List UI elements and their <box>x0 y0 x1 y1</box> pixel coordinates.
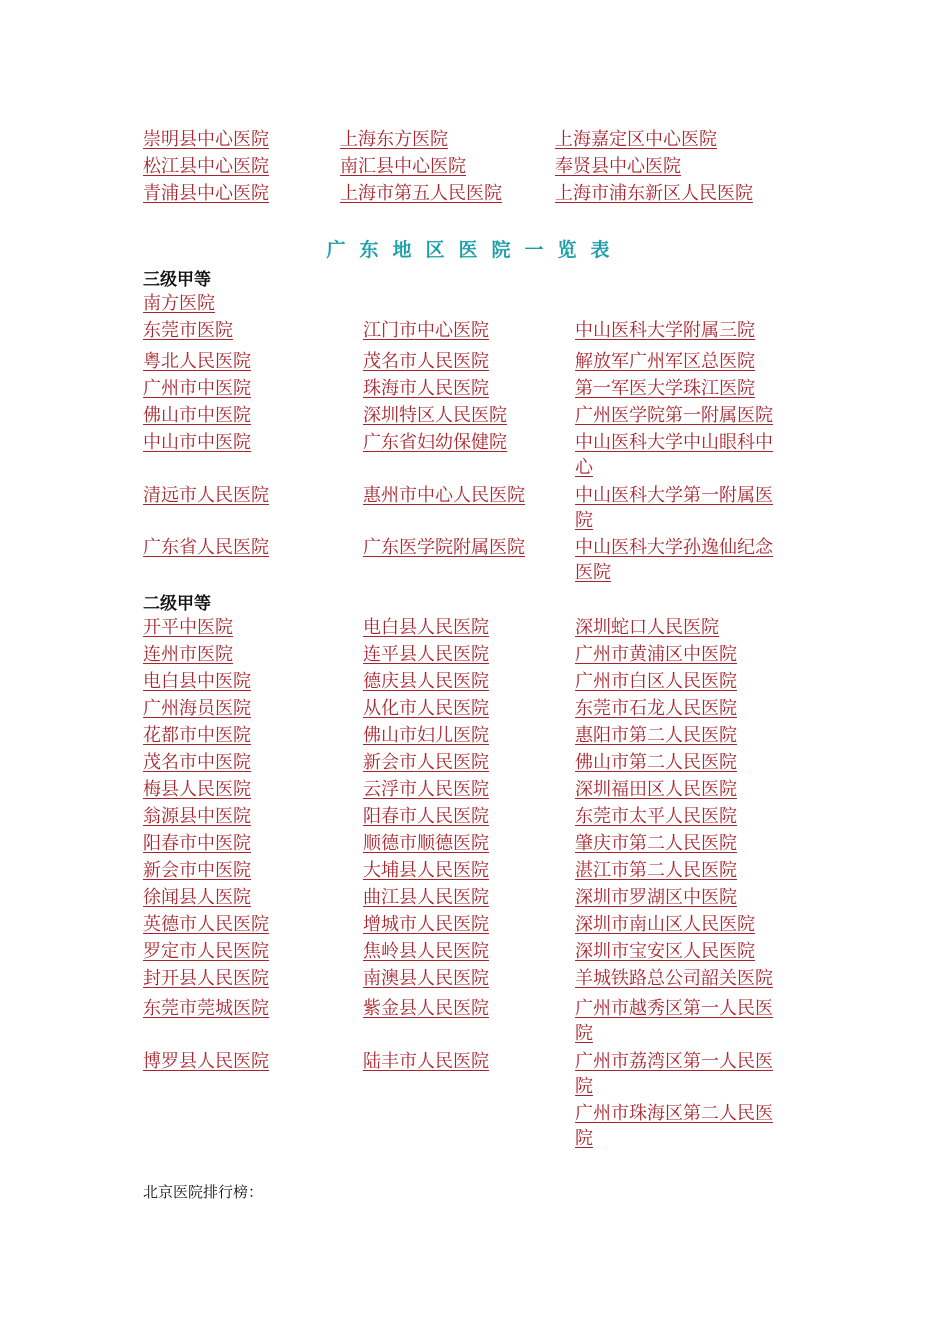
table-row <box>143 430 790 480</box>
hospital-link[interactable]: 从化市人民医院 <box>363 698 489 719</box>
table-row <box>143 181 785 206</box>
hospital-link[interactable]: 阳春市人民医院 <box>363 806 489 827</box>
table-row <box>143 642 790 667</box>
hospital-link[interactable]: 深圳市宝安区人民医院 <box>575 941 755 962</box>
hospital-link[interactable]: 中山医科大学第一附属医院 <box>575 485 773 531</box>
hospital-link[interactable]: 清远市人民医院 <box>143 485 269 506</box>
hospital-link[interactable]: 英德市人民医院 <box>143 914 269 935</box>
hospital-link[interactable]: 南方医院 <box>143 293 215 314</box>
hospital-link[interactable]: 上海嘉定区中心医院 <box>555 129 717 150</box>
hospital-link[interactable]: 崇明县中心医院 <box>143 129 269 150</box>
table-row <box>143 154 785 179</box>
hospital-link[interactable]: 珠海市人民医院 <box>363 378 489 399</box>
hospital-link[interactable]: 陆丰市人民医院 <box>363 1051 489 1072</box>
table-row <box>143 127 785 152</box>
hospital-link[interactable]: 开平中医院 <box>143 617 233 638</box>
hospital-link[interactable]: 第一军医大学珠江医院 <box>575 378 755 399</box>
hospital-link[interactable]: 新会市中医院 <box>143 860 251 881</box>
hospital-link[interactable]: 电白县中医院 <box>143 671 251 692</box>
hospital-link[interactable]: 广州市荔湾区第一人民医院 <box>575 1051 773 1097</box>
table-row <box>143 669 790 694</box>
table-row <box>143 750 790 775</box>
hospital-link[interactable]: 佛山市第二人民医院 <box>575 752 737 773</box>
hospital-link[interactable]: 惠阳市第二人民医院 <box>575 725 737 746</box>
hospital-link[interactable]: 东莞市莞城医院 <box>143 998 269 1019</box>
hospital-link[interactable]: 花都市中医院 <box>143 725 251 746</box>
hospital-link[interactable]: 奉贤县中心医院 <box>555 156 681 177</box>
table-row <box>143 291 363 316</box>
hospital-link[interactable]: 松江县中心医院 <box>143 156 269 177</box>
hospital-link[interactable]: 广东省人民医院 <box>143 537 269 558</box>
hospital-link[interactable]: 湛江市第二人民医院 <box>575 860 737 881</box>
hospital-link[interactable]: 曲江县人民医院 <box>363 887 489 908</box>
table-row <box>143 804 790 829</box>
hospital-link[interactable]: 深圳特区人民医院 <box>363 405 507 426</box>
hospital-link[interactable]: 连州市医院 <box>143 644 233 665</box>
hospital-link[interactable]: 羊城铁路总公司韶关医院 <box>575 968 773 989</box>
hospital-link[interactable]: 肇庆市第二人民医院 <box>575 833 737 854</box>
hospital-link[interactable]: 焦岭县人民医院 <box>363 941 489 962</box>
hospital-link[interactable]: 罗定市人民医院 <box>143 941 269 962</box>
hospital-link[interactable]: 广州市黄浦区中医院 <box>575 644 737 665</box>
tier3-label: 三级甲等 <box>143 270 211 290</box>
table-row <box>143 615 790 640</box>
hospital-link[interactable]: 深圳市南山区人民医院 <box>575 914 755 935</box>
hospital-link[interactable]: 东莞市太平人民医院 <box>575 806 737 827</box>
hospital-link[interactable]: 中山医科大学孙逸仙纪念医院 <box>575 537 773 583</box>
hospital-link[interactable]: 茂名市人民医院 <box>363 351 489 372</box>
hospital-link[interactable]: 梅县人民医院 <box>143 779 251 800</box>
hospital-link <box>363 1101 575 1151</box>
table-row <box>143 1049 790 1099</box>
hospital-link[interactable]: 惠州市中心人民医院 <box>363 485 525 506</box>
hospital-link[interactable]: 南澳县人民医院 <box>363 968 489 989</box>
hospital-link[interactable]: 佛山市中医院 <box>143 405 251 426</box>
table-row <box>143 831 790 856</box>
hospital-link[interactable]: 紫金县人民医院 <box>363 998 489 1019</box>
hospital-link[interactable]: 东莞市石龙人民医院 <box>575 698 737 719</box>
hospital-link[interactable]: 云浮市人民医院 <box>363 779 489 800</box>
table-row <box>143 912 790 937</box>
hospital-link[interactable]: 中山医科大学中山眼科中心 <box>575 432 773 478</box>
hospital-link[interactable]: 电白县人民医院 <box>363 617 489 638</box>
hospital-link[interactable]: 解放军广州军区总医院 <box>575 351 755 372</box>
table-row <box>143 403 790 428</box>
hospital-link[interactable]: 上海市浦东新区人民医院 <box>555 183 753 204</box>
hospital-link[interactable]: 深圳蛇口人民医院 <box>575 617 719 638</box>
hospital-link[interactable]: 青浦县中心医院 <box>143 183 269 204</box>
hospital-link[interactable]: 茂名市中医院 <box>143 752 251 773</box>
hospital-link[interactable]: 中山市中医院 <box>143 432 251 453</box>
hospital-link[interactable]: 阳春市中医院 <box>143 833 251 854</box>
hospital-link[interactable]: 东莞市医院 <box>143 320 233 341</box>
hospital-link[interactable]: 增城市人民医院 <box>363 914 489 935</box>
table-row <box>143 858 790 883</box>
hospital-link[interactable]: 博罗县人民医院 <box>143 1051 269 1072</box>
hospital-link[interactable]: 大埔县人民医院 <box>363 860 489 881</box>
hospital-link[interactable]: 粤北人民医院 <box>143 351 251 372</box>
section-heading: 广东地区医院一览表 <box>326 239 624 261</box>
tier2-label: 二级甲等 <box>143 594 211 614</box>
hospital-link[interactable]: 上海东方医院 <box>340 129 448 150</box>
hospital-link[interactable]: 德庆县人民医院 <box>363 671 489 692</box>
table-row <box>143 535 790 585</box>
hospital-link[interactable]: 江门市中心医院 <box>363 320 489 341</box>
hospital-link[interactable]: 广州市中医院 <box>143 378 251 399</box>
hospital-link <box>143 1101 363 1151</box>
hospital-link[interactable]: 顺德市顺德医院 <box>363 833 489 854</box>
hospital-link[interactable]: 连平县人民医院 <box>363 644 489 665</box>
footer-text: 北京医院排行榜： <box>143 1183 264 1201</box>
table-row <box>143 349 790 374</box>
hospital-link[interactable]: 佛山市妇儿医院 <box>363 725 489 746</box>
hospital-link[interactable]: 深圳市罗湖区中医院 <box>575 887 737 908</box>
table-row <box>143 939 790 964</box>
hospital-link[interactable]: 翁源县中医院 <box>143 806 251 827</box>
hospital-link[interactable]: 广州市珠海区第二人民医院 <box>575 1103 773 1149</box>
table-row <box>143 777 790 802</box>
hospital-link[interactable]: 广州海员医院 <box>143 698 251 719</box>
hospital-link[interactable]: 封开县人民医院 <box>143 968 269 989</box>
hospital-link[interactable]: 广州市白区人民医院 <box>575 671 737 692</box>
table-row <box>143 483 790 533</box>
table-row <box>143 885 790 910</box>
hospital-link[interactable]: 新会市人民医院 <box>363 752 489 773</box>
table-row <box>143 996 790 1046</box>
hospital-link[interactable]: 中山医科大学附属三院 <box>575 320 755 341</box>
table-row <box>143 723 790 748</box>
hospital-link[interactable]: 广东医学院附属医院 <box>363 537 525 558</box>
table-row <box>143 966 790 991</box>
hospital-link[interactable]: 广东省妇幼保健院 <box>363 432 507 453</box>
hospital-link[interactable]: 南汇县中心医院 <box>340 156 466 177</box>
table-row <box>143 376 790 401</box>
table-row <box>143 318 790 343</box>
hospital-link[interactable]: 广州医学院第一附属医院 <box>575 405 773 426</box>
hospital-link[interactable]: 广州市越秀区第一人民医院 <box>575 998 773 1044</box>
hospital-link[interactable]: 深圳福田区人民医院 <box>575 779 737 800</box>
table-row <box>143 696 790 721</box>
hospital-link[interactable]: 上海市第五人民医院 <box>340 183 502 204</box>
hospital-link[interactable]: 徐闻县人医院 <box>143 887 251 908</box>
table-row <box>143 1101 790 1151</box>
